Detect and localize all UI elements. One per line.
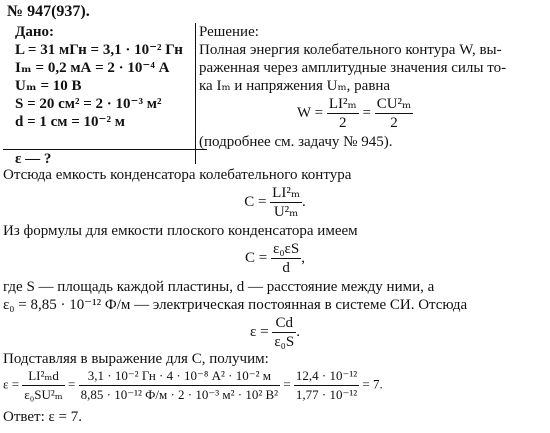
f3-num: Cd [272, 314, 296, 333]
given-block [3, 23, 196, 167]
energy-fraction-2 [375, 95, 414, 132]
find-quantity: ε — ? [3, 149, 207, 168]
f2-num: ε₀εS [273, 241, 300, 257]
solution-line-1: Полная энергия колебательного контура W, вы- [199, 42, 502, 58]
f4-den-1: ε₀SU²ₘ [24, 387, 63, 402]
energy-fraction-1 [327, 95, 359, 132]
f4-den-2: 8,85 · 10⁻¹² Ф/м · 2 · 10⁻³ м² · 10² В² [80, 387, 279, 402]
f3-fraction [272, 314, 296, 351]
f4-den-3: 1,77 · 10⁻¹² [295, 387, 358, 402]
given-current: Iₘ = 0,2 мА = 2 · 10⁻⁴ А [15, 60, 170, 76]
problem-number: № 947(937). [7, 3, 90, 20]
f2-tail: , [301, 249, 305, 266]
f1-num: LI²ₘ [272, 185, 301, 201]
energy-eq: = [362, 104, 371, 121]
energy-den-2: 2 [390, 115, 398, 131]
solution-label: Решение: [199, 24, 259, 40]
formula-capacitance [0, 184, 550, 221]
f4-fraction-3 [294, 367, 359, 404]
f3-den: ε₀S [274, 334, 295, 350]
f4-tail: = 7. [362, 376, 383, 392]
f1-tail: . [302, 193, 306, 210]
given-label: Дано: [15, 24, 54, 40]
energy-num-1: LI²ₘ [328, 96, 357, 112]
f4-fraction-2 [79, 367, 280, 404]
given-inductance: L = 31 мГн = 3,1 · 10⁻² Гн [15, 42, 183, 58]
energy-formula [199, 95, 547, 133]
formula-plate-capacitor [0, 240, 550, 277]
f3-tail: . [296, 323, 300, 340]
paragraph-3a: где S — площадь каждой пластины, d — расстояние между ними, а [3, 279, 435, 295]
energy-lhs: W = [297, 104, 324, 121]
energy-den-1: 2 [339, 115, 347, 131]
f1-fraction [270, 184, 302, 221]
formula-final [3, 367, 383, 404]
given-voltage: Uₘ = 10 В [15, 78, 82, 94]
solution-line-3: ка Iₘ и напряжения Uₘ, равна [199, 78, 391, 94]
formula-epsilon [0, 314, 550, 351]
f2-fraction [271, 240, 301, 277]
f1-den: U²ₘ [273, 204, 299, 220]
energy-num-2: CU²ₘ [376, 96, 412, 112]
paragraph-2: Из формулы для емкости плоского конденсатора имеем [3, 223, 358, 239]
given-area: S = 20 см² = 2 · 10⁻³ м² [15, 96, 162, 112]
solution-line-2: раженная через амплитудные значения силы то- [199, 60, 507, 76]
f4-eq-1: = [68, 376, 76, 392]
paragraph-4: Подставляя в выражение для C, получим: [3, 351, 269, 367]
f3-lhs: ε = [250, 323, 269, 340]
f4-lhs: ε = [3, 376, 20, 392]
paragraph-3b: ε₀ = 8,85 · 10⁻¹² Ф/м — электрическая постоянная в системе СИ. Отсюда [3, 297, 468, 313]
f2-lhs: C = [245, 249, 268, 266]
f4-eq-2: = [283, 376, 291, 392]
f4-num-1: LI²ₘd [22, 367, 64, 386]
f4-fraction-1 [22, 367, 64, 404]
f2-den: d [282, 260, 290, 276]
f1-lhs: C = [244, 193, 267, 210]
given-distance: d = 1 см = 10⁻² м [15, 114, 125, 130]
f4-num-2: 3,1 · 10⁻² Гн · 4 · 10⁻⁸ А² · 10⁻² м [79, 367, 280, 386]
solution-block [199, 23, 547, 151]
paragraph-1: Отсюда емкость конденсатора колебательного контура [3, 167, 352, 183]
f4-num-3: 12,4 · 10⁻¹² [294, 367, 359, 386]
reference-text: (подробнее см. задачу № 945). [199, 134, 393, 150]
answer: Ответ: ε = 7. [3, 409, 83, 425]
